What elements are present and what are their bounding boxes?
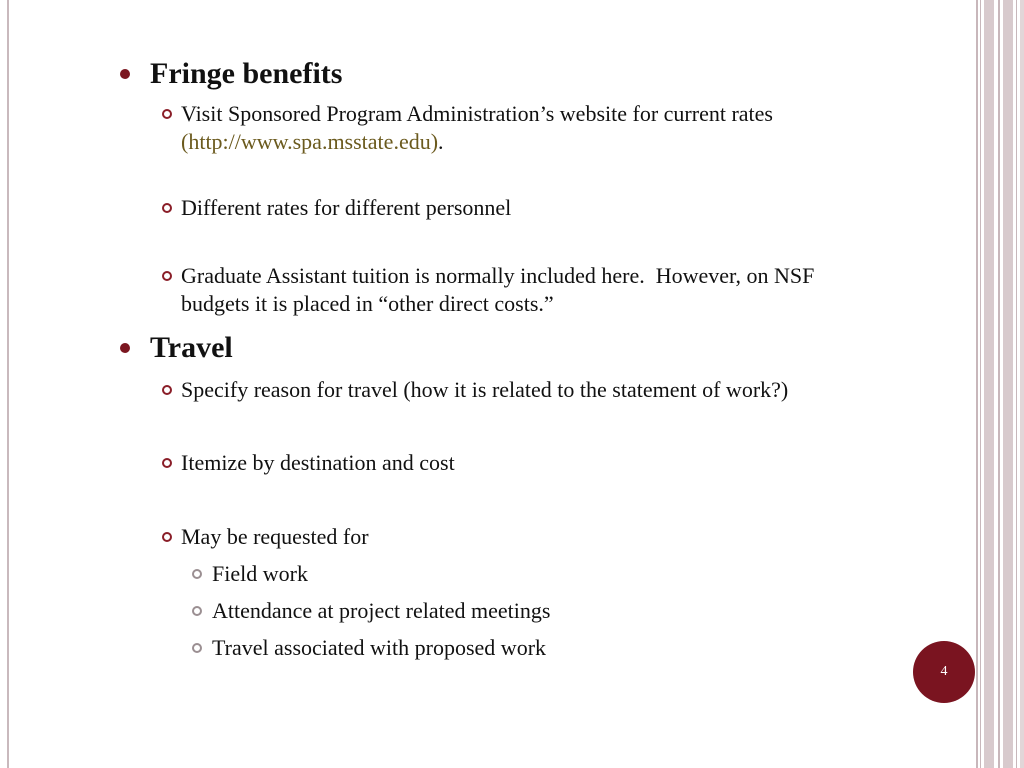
item-text-suffix: . [438,129,444,154]
filled-bullet-icon [120,69,130,79]
ring-bullet-icon [192,569,202,579]
stripe [984,0,994,768]
stripe [1020,0,1024,768]
ring-bullet-icon [162,203,172,213]
stripe [998,0,1000,768]
item-text: Itemize by destination and cost [181,450,455,475]
right-decorative-stripes [976,0,1024,768]
item-text: May be requested for [181,524,369,549]
sub-item-text: Attendance at project related meetings [212,598,551,623]
item-text: Different rates for different personnel [181,195,512,220]
stripe [1016,0,1017,768]
page-number-badge [913,641,975,703]
item-text-main: Visit Sponsored Program Administration’s website for current rates [181,101,773,126]
left-border-line [7,0,9,768]
sub-item-text: Travel associated with proposed work [212,635,547,660]
filled-bullet-icon [120,343,130,353]
spa-website-link[interactable]: (http://www.spa.msstate.edu) [181,129,439,154]
stripe [980,0,981,768]
item-text [181,100,901,156]
stripe [976,0,978,768]
ring-bullet-icon [162,385,172,395]
item-text: Graduate Assistant tuition is normally included here. However, on NSF budgets it is placed in “other direct costs.” [181,263,815,316]
ring-bullet-icon [162,109,172,119]
page-number: 4 [940,664,948,679]
stripe [1003,0,1013,768]
heading-text: Fringe benefits [150,57,343,90]
item-text: Specify reason for travel (how it is related to the statement of work?) [181,377,789,402]
heading-text: Travel [150,331,233,364]
ring-bullet-icon [192,643,202,653]
ring-bullet-icon [162,271,172,281]
ring-bullet-icon [192,606,202,616]
ring-bullet-icon [162,458,172,468]
ring-bullet-icon [162,532,172,542]
sub-item-text: Field work [212,561,308,586]
